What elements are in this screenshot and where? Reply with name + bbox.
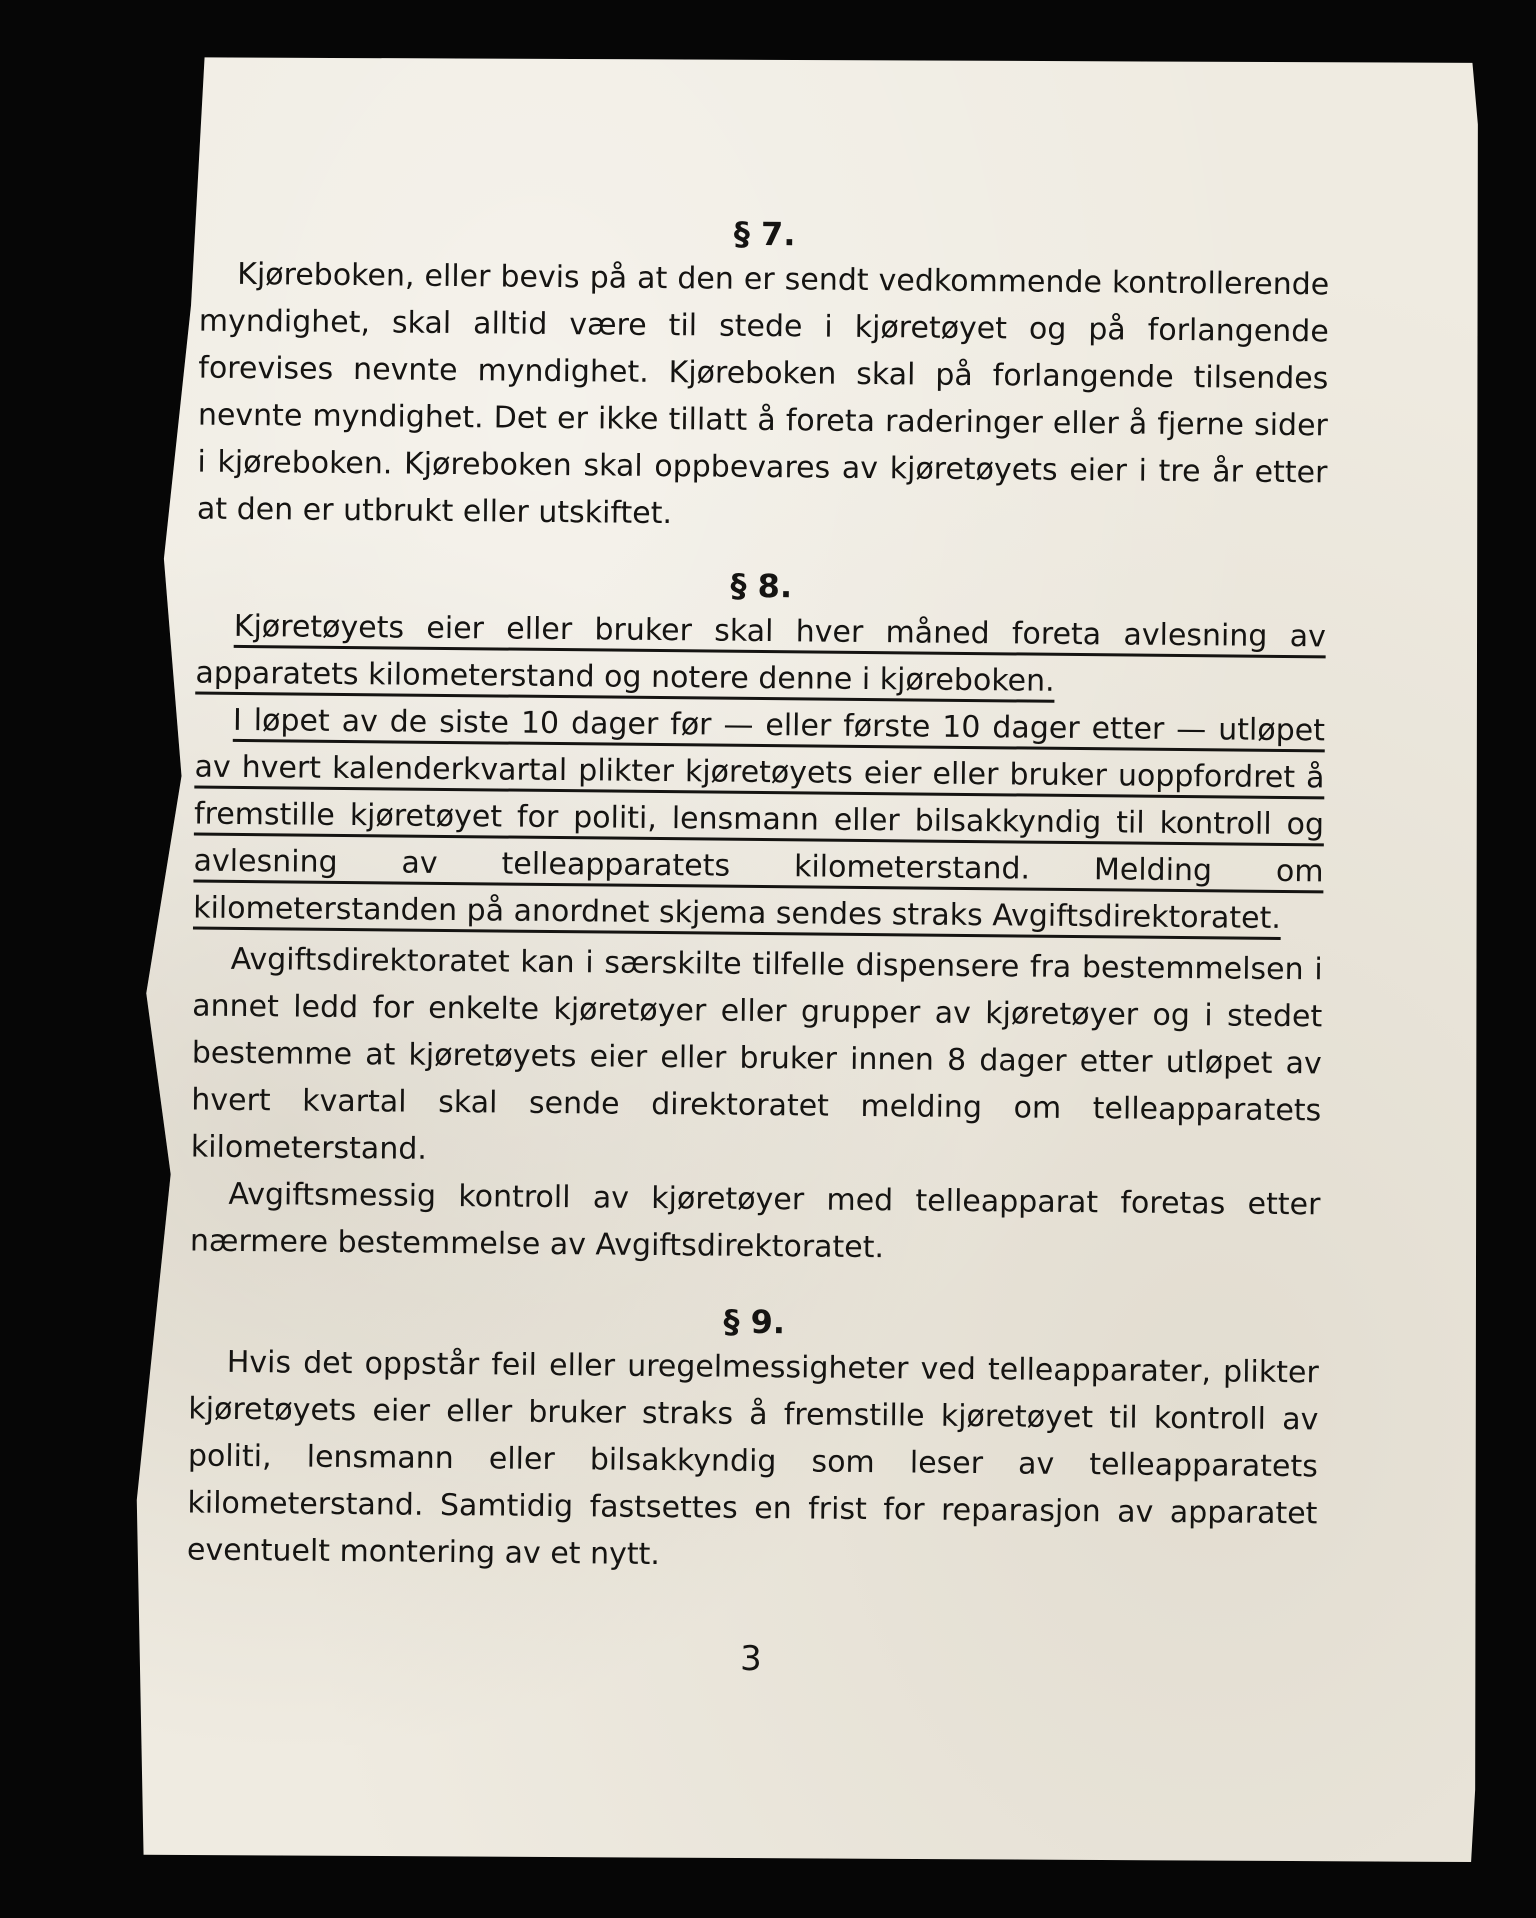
section-8-paragraph-1: Kjøretøyets eier eller bruker skal hver måned foreta avlesning av apparatets kilometerstand og notere denne i kjøreboken.: [195, 608, 1326, 699]
section-8-paragraph-3: Avgiftsdirektoratet kan i særskilte tilfelle dispensere fra bestemmelsen i annet ledd for enkelte kjøretøyer eller grupper av kjøretøyer og i stedet bestemme at kjøretøyets eier eller bruker innen 8 dager etter utløpet av hvert kvartal skal sende direktoratet melding om telleapparatets kilometerstand.: [190, 941, 1323, 1167]
section-8-paragraph-2: I løpet av de siste 10 dager før — eller første 10 dager etter — utløpet av hvert kalenderkvartal plikter kjøretøyets eier eller bruker uoppfordret å fremstille kjøretøyet for politi, lensmann eller bilsakkyndig til kontroll og avlesning av telleapparatets kilometerstand. Melding om kilometerstanden på anordnet skjema sendes straks Avgiftsdirektoratet.: [193, 702, 1326, 936]
section-heading-9: § 9.: [723, 1302, 786, 1342]
document-body: [186, 195, 1330, 1685]
section-heading-8: § 8.: [730, 566, 793, 606]
section-7-paragraph-1: Kjøreboken, eller bevis på at den er sendt vedkommende kontrollerende myndighet, skal alltid være til stede i kjøretøyet og på forlangende forevises nevnte myndighet. Kjøreboken skal på forlangende tilsendes nevnte myndighet. Det er ikke tillatt å foreta raderinger eller å fjerne sider i kjøreboken. Kjøreboken skal oppbevares av kjøretøyets eier i tre år etter at den er utbrukt eller utskiftet.: [196, 256, 1330, 532]
section-9-paragraph-1: Hvis det oppstår feil eller uregelmessigheter ved telleapparater, plikter kjøretøyets eier eller bruker straks å fremstille kjøretøyet til kontroll av politi, lensmann eller bilsakkyndig som leser av telleapparatets kilometerstand. Samtidig fastsettes en frist for reparasjon av apparatet eventuelt montering av et nytt.: [186, 1344, 1319, 1573]
page-number: 3: [739, 1638, 762, 1680]
section-8-paragraph-4: Avgiftsmessig kontroll av kjøretøyer med telleapparat foretas etter nærmere bestemmelse av Avgiftsdirektoratet.: [189, 1176, 1321, 1266]
section-heading-7: § 7.: [733, 214, 796, 254]
